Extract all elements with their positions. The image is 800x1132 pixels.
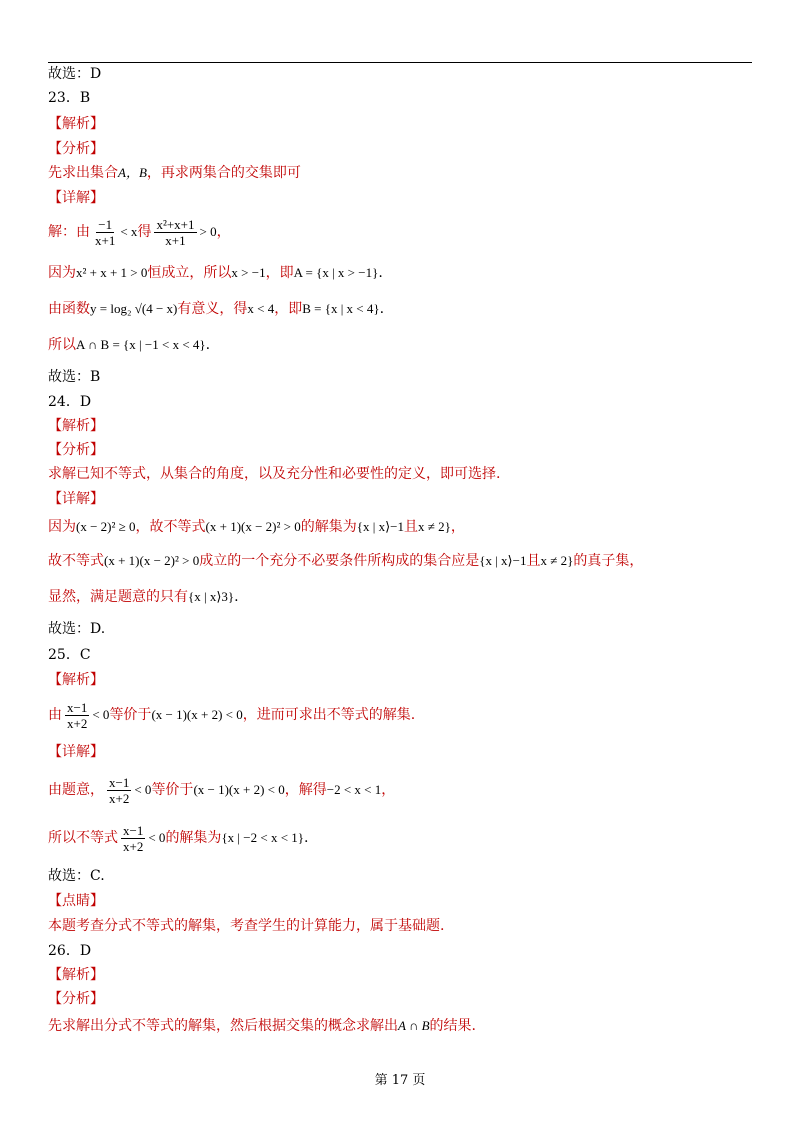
section-heading bbox=[48, 414, 752, 438]
text: . bbox=[234, 589, 239, 605]
answer-line bbox=[48, 615, 752, 643]
paragraph bbox=[48, 462, 752, 486]
answer-text: 故选：B bbox=[48, 368, 101, 385]
text: 先求解出分式不等式的解集，然后根据交集的概念求解出 bbox=[48, 1018, 398, 1034]
section-heading bbox=[48, 963, 752, 987]
fraction-numerator: x−1 bbox=[67, 699, 88, 715]
text: ，进而可求出不等式的解集. bbox=[242, 707, 416, 723]
math-inline: A，B bbox=[118, 164, 147, 180]
text: ，解得 bbox=[284, 782, 327, 798]
answer-text: 故选：D. bbox=[48, 621, 106, 637]
math-inline: {x | −2 < x < 1} bbox=[221, 830, 305, 845]
text: ，故不等式 bbox=[135, 519, 206, 535]
text: 成立的一个充分不必要条件所构成的集合应是 bbox=[199, 553, 480, 569]
question-label: 23．B bbox=[48, 90, 91, 106]
fraction bbox=[107, 775, 131, 806]
text: 本题考查分式不等式的解集，考查学生的计算能力，属于基础题. bbox=[48, 917, 445, 934]
paragraph bbox=[48, 1011, 752, 1041]
section-heading bbox=[48, 111, 752, 137]
heading-text: 【分析】 bbox=[48, 140, 104, 157]
paragraph bbox=[48, 160, 752, 185]
math-inline: {x | x⟩−1 bbox=[356, 519, 404, 534]
answer-text: 故选：C. bbox=[48, 867, 105, 884]
text: 得 bbox=[137, 224, 152, 240]
math-inline: (x − 1)(x + 2) < 0 bbox=[151, 707, 243, 722]
text: 恒成立，所以 bbox=[147, 264, 232, 281]
math-inline: < 0 bbox=[148, 830, 166, 845]
paragraph bbox=[48, 326, 752, 364]
fraction bbox=[93, 217, 117, 248]
math-inline: > 0 bbox=[199, 224, 217, 239]
math-inline: y = log₂ √(4 − x) bbox=[90, 300, 178, 316]
text: . bbox=[304, 830, 309, 846]
section-heading bbox=[48, 667, 752, 692]
question-label: 26．D bbox=[48, 942, 92, 959]
heading-text: 【解析】 bbox=[48, 418, 104, 434]
text: 解：由 bbox=[48, 224, 90, 240]
answer-line bbox=[48, 63, 752, 85]
text: 的结果. bbox=[429, 1018, 476, 1034]
answer-text: 故选：D bbox=[48, 66, 102, 82]
section-heading bbox=[48, 438, 752, 462]
page-number: 第 17 页 bbox=[374, 1073, 426, 1088]
math-inline: B = {x | x < 4} bbox=[302, 300, 380, 316]
text: 由题意， bbox=[48, 782, 104, 798]
paragraph bbox=[48, 511, 752, 543]
fraction-numerator: x−1 bbox=[123, 822, 144, 838]
text: ， bbox=[381, 782, 396, 798]
text: 显然，满足题意的只有 bbox=[48, 589, 188, 605]
math-inline: x > −1 bbox=[231, 264, 266, 280]
question-label: 25．C bbox=[48, 647, 91, 663]
math-inline: −2 < x < 1 bbox=[326, 782, 382, 797]
math-inline: (x − 1)(x + 2) < 0 bbox=[193, 782, 285, 797]
math-inline: x ≠ 2} bbox=[540, 553, 574, 568]
text: 先求出集合 bbox=[48, 164, 118, 181]
text: 的解集为 bbox=[165, 830, 222, 846]
math-inline: x ≠ 2} bbox=[418, 519, 451, 534]
paragraph bbox=[48, 766, 752, 814]
question-number bbox=[48, 938, 752, 963]
text: 等价于 bbox=[151, 782, 194, 798]
text: 等价于 bbox=[109, 707, 152, 723]
text: ，即 bbox=[265, 264, 294, 281]
heading-text: 【分析】 bbox=[48, 442, 104, 458]
math-inline: (x + 1)(x − 2)² > 0 bbox=[104, 553, 200, 568]
math-inline: (x + 1)(x − 2)² > 0 bbox=[205, 519, 301, 534]
fraction-numerator: x²+x+1 bbox=[156, 216, 195, 232]
paragraph bbox=[48, 291, 752, 326]
fraction-numerator: −1 bbox=[98, 216, 113, 232]
heading-text: 【详解】 bbox=[48, 189, 104, 206]
text: 有意义，得 bbox=[177, 300, 248, 317]
paragraph bbox=[48, 210, 752, 254]
section-heading bbox=[48, 185, 752, 210]
text: . bbox=[205, 337, 211, 353]
text: 的真子集， bbox=[573, 553, 644, 569]
math-inline: A = {x | x > −1} bbox=[293, 264, 379, 280]
math-inline: < 0 bbox=[92, 707, 110, 722]
fraction-denominator: x+2 bbox=[109, 790, 130, 806]
text: ，再求两集合的交集即可 bbox=[146, 164, 301, 181]
math-inline: A ∩ B = {x | −1 < x < 4} bbox=[76, 337, 206, 352]
text: 且 bbox=[404, 519, 418, 535]
paragraph bbox=[48, 579, 752, 615]
math-inline: < x bbox=[120, 224, 138, 239]
question-label: 24．D bbox=[48, 393, 92, 410]
text: 因为 bbox=[48, 519, 76, 535]
heading-text: 【解析】 bbox=[48, 671, 104, 688]
text: 且 bbox=[526, 553, 541, 569]
section-heading bbox=[48, 889, 752, 913]
fraction-denominator: x+1 bbox=[95, 232, 116, 248]
section-heading bbox=[48, 987, 752, 1011]
answer-line bbox=[48, 862, 752, 889]
math-inline: (x − 2)² ≥ 0 bbox=[76, 519, 136, 534]
fraction bbox=[121, 823, 145, 854]
text: ， bbox=[450, 519, 465, 535]
paragraph bbox=[48, 543, 752, 579]
answer-line bbox=[48, 364, 752, 389]
heading-text: 【解析】 bbox=[48, 967, 104, 983]
document-body bbox=[48, 63, 752, 1041]
paragraph bbox=[48, 254, 752, 291]
text: 求解已知不等式，从集合的角度，以及充分性和必要性的定义，即可选择. bbox=[48, 466, 501, 482]
text: 因为 bbox=[48, 264, 76, 281]
paragraph bbox=[48, 913, 752, 938]
heading-text: 【详解】 bbox=[48, 490, 104, 507]
fraction-denominator: x+2 bbox=[67, 715, 88, 731]
question-number bbox=[48, 643, 752, 667]
math-inline: {x | x⟩−1 bbox=[479, 553, 527, 568]
text: ， bbox=[216, 224, 231, 240]
section-heading bbox=[48, 738, 752, 766]
text: . bbox=[378, 264, 383, 281]
heading-text: 【分析】 bbox=[48, 991, 104, 1007]
fraction bbox=[65, 700, 89, 731]
text: 由 bbox=[48, 707, 62, 723]
math-inline: x² + x + 1 > 0 bbox=[76, 264, 148, 280]
text: 故不等式 bbox=[48, 553, 104, 569]
fraction-denominator: x+2 bbox=[123, 838, 144, 854]
text: 所以不等式 bbox=[48, 830, 118, 846]
heading-text: 【解析】 bbox=[48, 116, 104, 132]
paragraph bbox=[48, 814, 752, 862]
math-inline: x < 4 bbox=[247, 300, 275, 316]
fraction-numerator: x−1 bbox=[109, 774, 130, 790]
math-inline: < 0 bbox=[134, 782, 152, 797]
heading-text: 【点睛】 bbox=[48, 893, 104, 909]
fraction-denominator: x+1 bbox=[165, 232, 186, 248]
heading-text: 【详解】 bbox=[48, 744, 104, 760]
text: ，即 bbox=[274, 300, 303, 317]
question-number bbox=[48, 389, 752, 414]
fraction bbox=[154, 217, 196, 248]
section-heading bbox=[48, 486, 752, 511]
math-inline: A ∩ B bbox=[398, 1018, 430, 1033]
paragraph bbox=[48, 692, 752, 738]
math-inline: {x | x⟩3} bbox=[188, 589, 235, 604]
question-number bbox=[48, 85, 752, 111]
text: . bbox=[379, 300, 385, 317]
section-heading bbox=[48, 137, 752, 160]
text: 所以 bbox=[48, 337, 76, 353]
text: 的解集为 bbox=[300, 519, 357, 535]
text: 由函数 bbox=[48, 300, 90, 317]
